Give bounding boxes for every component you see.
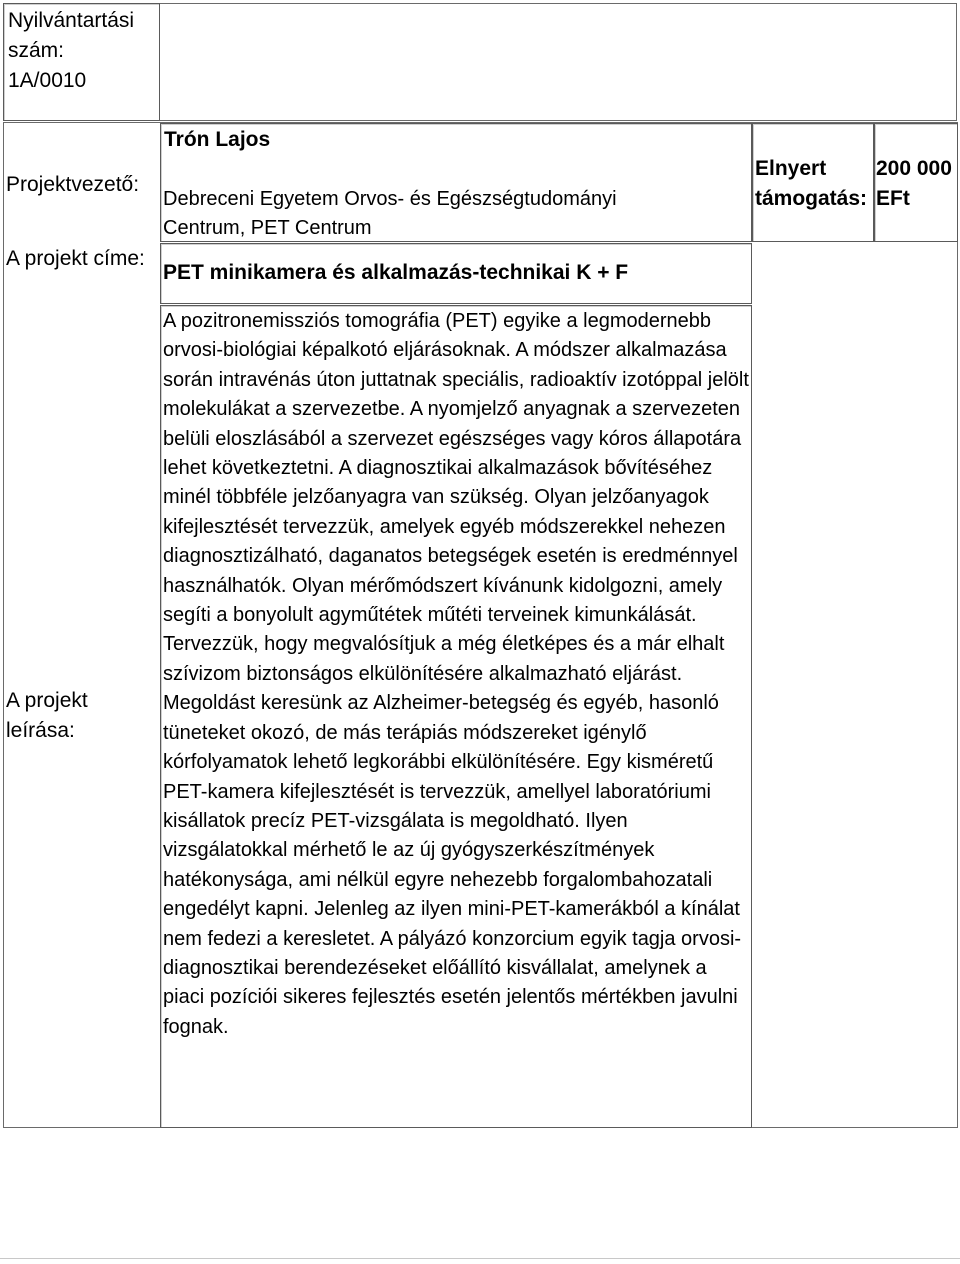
grant-label: Elnyert támogatás: xyxy=(755,157,868,210)
registry-empty-cell xyxy=(160,3,957,121)
title-cell xyxy=(160,243,752,304)
title-label: A projekt címe: xyxy=(6,247,145,270)
registry-label: Nyilvántartási szám: xyxy=(8,9,135,62)
leader-institution: Debreceni Egyetem Orvos- és Egészségtudományi Centrum, PET Centrum xyxy=(163,188,617,240)
registry-number: 1A/0010 xyxy=(8,69,87,92)
title-value: PET minikamera és alkalmazás-technikai K + F xyxy=(163,261,629,284)
grant-amount-cell xyxy=(874,123,958,242)
description-label: A projekt leírása: xyxy=(6,689,88,742)
description-cell xyxy=(160,305,752,1128)
leader-cell xyxy=(160,123,752,242)
leader-name: Trón Lajos xyxy=(164,128,271,151)
page-bottom-rule xyxy=(0,1258,960,1259)
grant-label-cell xyxy=(752,123,874,242)
leader-label: Projektvezető: xyxy=(6,173,140,196)
grant-amount: 200 000 EFt xyxy=(876,157,952,210)
registry-label-cell xyxy=(3,3,160,121)
description-text: A pozitronemissziós tomográfia (PET) egyike a legmodernebb orvosi-biológiai képalkotó eljárásoknak. A módszer alkalmazása során intravénás úton juttatnak speciális, radioaktív izotóppal jelölt molekulákat a szervezetbe. A nyomjelző anyagnak a szervezeten belüli eloszlásából a szervezet egészséges vagy kóros állapotára lehet következtetni. A diagnosztikai alkalmazások bővítéséhez minél többféle jelzőanyagra van szükség. Olyan jelzőanyagok kifejlesztését tervezzük, amelyek egyéb módszerekkel nehezen diagnosztizálható, daganatos betegségek esetén is eredménnyel használhatók. Olyan mérőmódszert kívánunk kidolgozni, amely segíti a bonyolult agyműtétek műtéti terveinek kimunkálását. Tervezzük, hogy megvalósítjuk a még életképes és a már elhalt szívizom biztonságos elkülönítésére alkalmazható eljárást. Megoldást keresünk az Alzheimer-betegség és egyéb, hasonló tüneteket okozó, de más terápiás módszereket igénylő kórfolyamatok lehető legkorábbi elkülönítésére. Egy kisméretű PET-kamera kifejlesztését is tervezzük, amellyel laboratóriumi kisállatok precíz PET-vizsgálata is megoldható. Ilyen vizsgálatokkal mérhető le az új gyógyszerkészítmények hatékonysága, ami nélkül egyre nehezebb forgalombahozatali engedélyt kapni. Jelenleg az ilyen mini-PET-kamerákból a kínálat nem fedezi a keresletet. A pályázó konzorcium egyik tagja orvosi-diagnosztikai berendezéseket előállító kisvállalat, amelynek a piaci pozíciói sikeres fejlesztés esetén jelentős mértékben javulni fognak. xyxy=(163,310,749,1038)
